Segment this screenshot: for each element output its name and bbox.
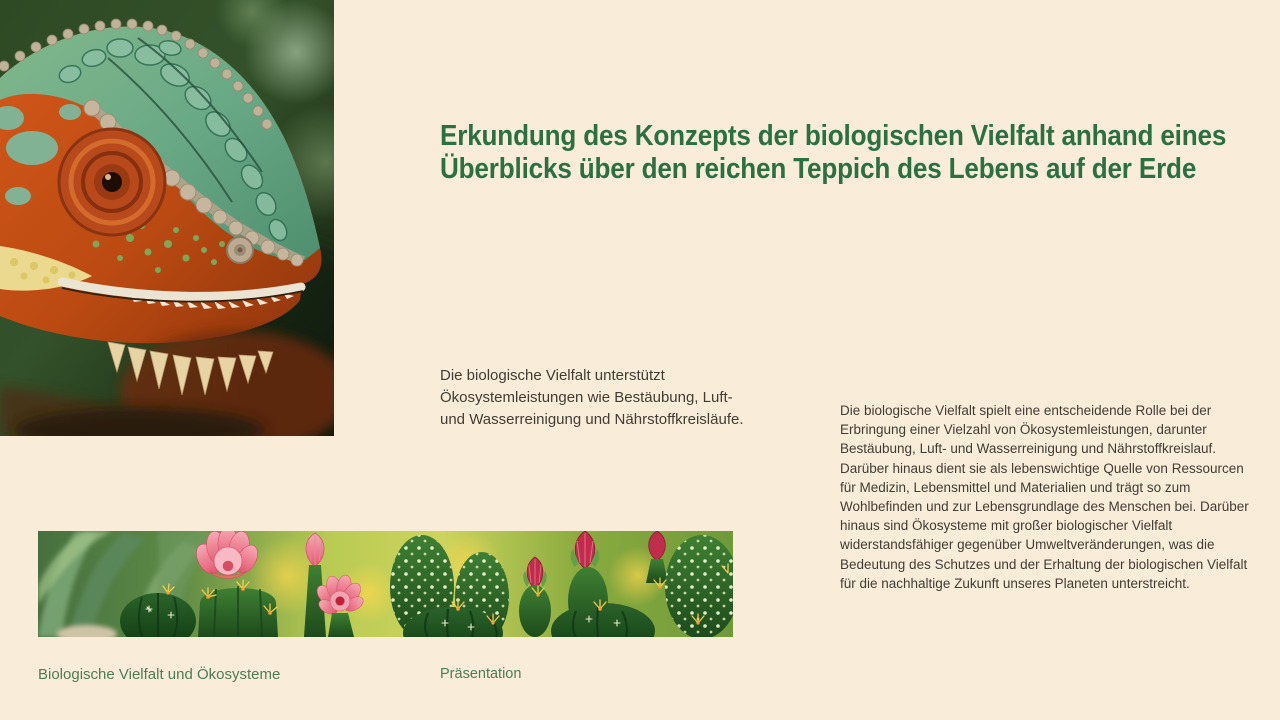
chameleon-photo-art xyxy=(0,0,334,436)
chameleon-image xyxy=(0,0,334,436)
cactus-photo-art xyxy=(38,531,733,637)
cactus-image xyxy=(38,531,733,637)
summary-paragraph: Die biologische Vielfalt unterstützt Ökosystemleistungen wie Bestäubung, Luft- und Wasserreinigung und Nährstoffkreisläufe. xyxy=(440,367,744,428)
footer-deck-title: Biologische Vielfalt und Ökosysteme xyxy=(38,666,281,683)
slide-title: Erkundung des Konzepts der biologischen Vielfalt anhand eines Überblicks über den reichen Teppich des Lebens auf der Erde xyxy=(440,120,1227,185)
detail-paragraph: Die biologische Vielfalt spielt eine entscheidende Rolle bei der Erbringung einer Vielzahl von Ökosystemleistungen, darunter Bestäubung, Luft- und Wasserreinigung und Nährstoffkreislauf. Darüber hinaus dient sie als lebenswichtige Quelle von Ressourcen für Medizin, Lebensmittel und Materialien und trägt so zum Wohlbefinden und zur Lebensgrundlage des Menschen bei. Darüber hinaus sind Ökosysteme mit großer biologischer Vielfalt widerstandsfähiger gegenüber Umweltveränderungen, was die Bedeutung des Schutzes und der Erhaltung der biologischen Vielfalt für die nachhaltige Zukunft unseres Planeten unterstreicht. xyxy=(840,403,1249,591)
footer-presentation-label: Präsentation xyxy=(440,666,522,682)
